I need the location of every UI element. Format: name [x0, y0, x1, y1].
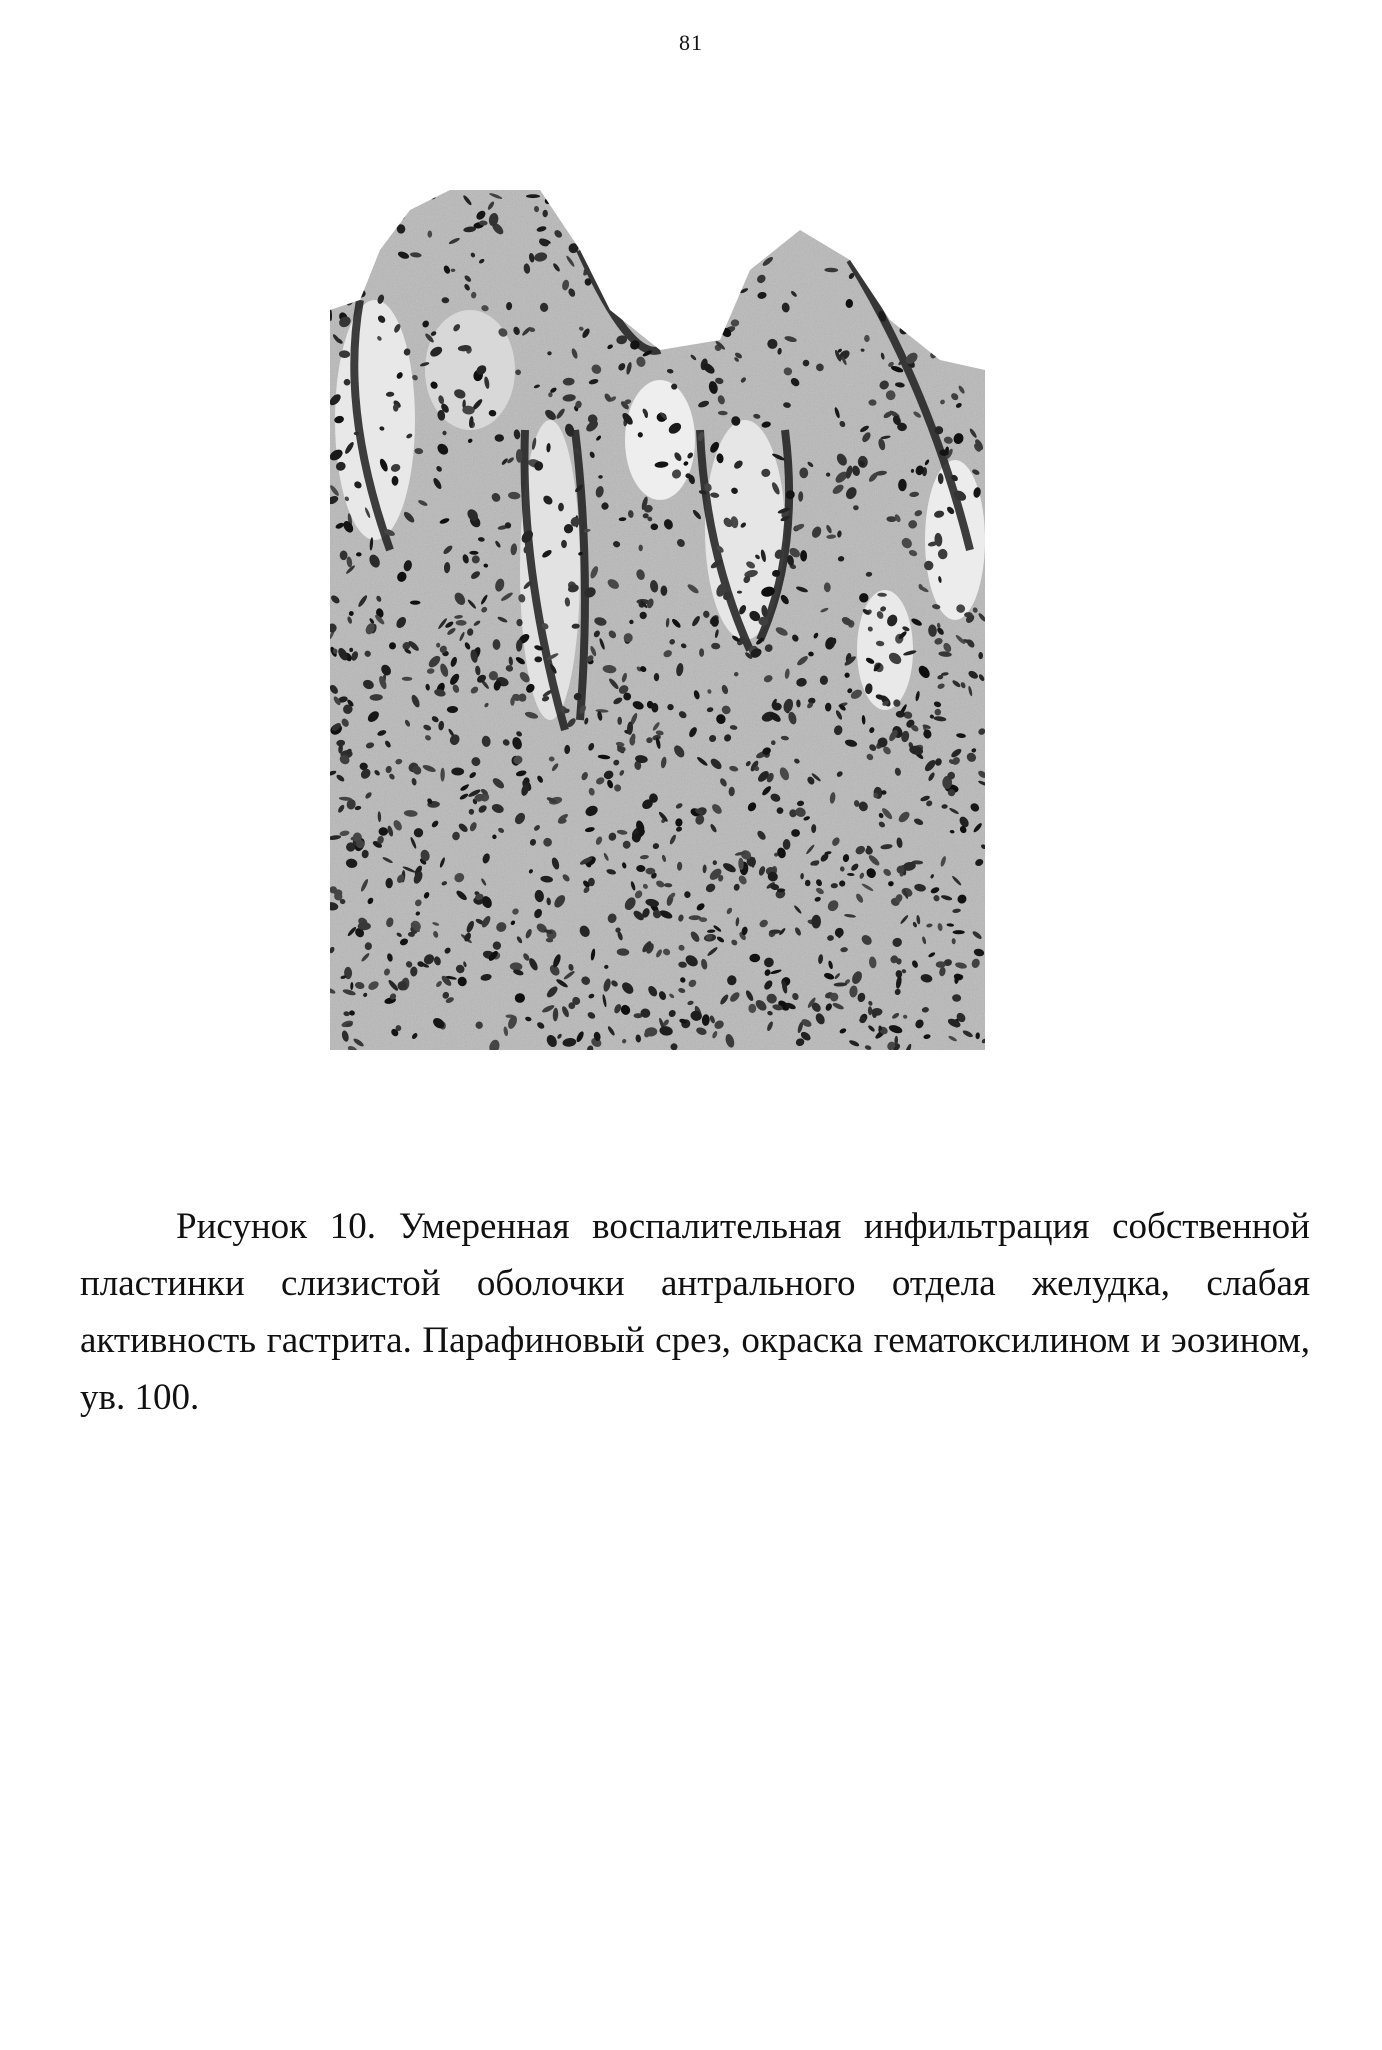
cell-nucleus — [713, 258, 726, 273]
cell-nucleus — [559, 190, 567, 195]
cell-nucleus — [755, 232, 764, 242]
cell-nucleus — [410, 601, 421, 605]
cell-nucleus — [585, 212, 592, 220]
cell-nucleus — [636, 311, 645, 318]
cell-nucleus — [665, 228, 676, 236]
cell-nucleus — [972, 197, 985, 210]
cell-nucleus — [340, 551, 348, 561]
cell-nucleus — [623, 266, 630, 273]
cell-nucleus — [959, 317, 965, 322]
cell-nucleus — [664, 328, 671, 337]
cell-nucleus — [360, 217, 374, 222]
cell-nucleus — [654, 295, 668, 304]
cell-nucleus — [617, 717, 622, 725]
cell-nucleus — [697, 234, 709, 246]
cell-nucleus — [604, 229, 610, 241]
cell-nucleus — [534, 656, 542, 662]
cell-nucleus — [730, 267, 738, 280]
cell-nucleus — [526, 194, 540, 198]
cell-nucleus — [943, 222, 957, 236]
cell-nucleus — [888, 242, 901, 258]
cell-nucleus — [756, 207, 763, 218]
cell-nucleus — [614, 303, 624, 314]
cell-nucleus — [614, 193, 624, 203]
cell-nucleus — [845, 222, 850, 231]
cell-nucleus — [342, 289, 355, 301]
cell-nucleus — [362, 226, 373, 237]
cell-nucleus — [646, 868, 656, 875]
cell-nucleus — [713, 324, 720, 329]
cell-nucleus — [889, 309, 897, 317]
cell-nucleus — [979, 346, 985, 355]
cell-nucleus — [878, 274, 889, 287]
cell-nucleus — [901, 207, 909, 216]
cell-nucleus — [617, 279, 625, 287]
cell-nucleus — [699, 648, 704, 657]
cell-nucleus — [707, 320, 715, 329]
cell-nucleus — [650, 258, 663, 271]
cell-nucleus — [335, 190, 339, 196]
cell-nucleus — [888, 200, 899, 211]
cell-nucleus — [978, 652, 983, 659]
histology-micrograph-icon — [330, 190, 985, 1050]
cell-nucleus — [931, 224, 936, 237]
cell-nucleus — [335, 290, 346, 298]
cell-nucleus — [857, 190, 868, 197]
cell-nucleus — [775, 219, 786, 229]
cell-nucleus — [870, 193, 883, 208]
cell-nucleus — [914, 280, 920, 290]
cell-nucleus — [864, 335, 870, 342]
cell-nucleus — [630, 227, 638, 234]
cell-nucleus — [936, 961, 946, 968]
cell-nucleus — [367, 211, 378, 220]
cell-nucleus — [951, 303, 964, 312]
cell-nucleus — [889, 298, 897, 306]
cell-nucleus — [708, 257, 718, 272]
cell-nucleus — [355, 267, 361, 279]
cell-nucleus — [873, 255, 881, 262]
cell-nucleus — [595, 196, 604, 206]
cell-nucleus — [971, 282, 983, 286]
cell-nucleus — [875, 288, 885, 299]
cell-nucleus — [979, 248, 985, 260]
cell-nucleus — [916, 285, 926, 292]
cell-nucleus — [927, 245, 934, 255]
cell-nucleus — [661, 586, 668, 596]
cell-nucleus — [697, 274, 703, 284]
figure-caption: Рисунок 10. Умеренная воспалительная инфильтрация собственной пластинки слизистой оболочки антрального отдела желудка, слабая активность гастрита. Парафиновый срез, окраска гематоксилином и эозином, ув. 100. — [80, 1206, 1310, 1418]
cell-nucleus — [586, 190, 590, 198]
cell-nucleus — [772, 226, 782, 236]
cell-nucleus — [684, 335, 692, 344]
cell-nucleus — [702, 247, 716, 263]
cell-nucleus — [965, 309, 979, 323]
cell-nucleus — [689, 275, 697, 283]
cell-nucleus — [347, 190, 356, 196]
cell-nucleus — [923, 221, 932, 232]
cell-nucleus — [711, 616, 719, 627]
cell-nucleus — [956, 325, 965, 332]
cell-nucleus — [602, 194, 612, 204]
cell-nucleus — [643, 191, 657, 196]
cell-nucleus — [338, 263, 346, 277]
cell-nucleus — [898, 259, 908, 268]
cell-nucleus — [652, 234, 662, 243]
cell-nucleus — [753, 241, 766, 249]
cell-nucleus — [943, 279, 955, 288]
cell-nucleus — [352, 207, 363, 221]
cell-nucleus — [340, 251, 346, 258]
cell-nucleus — [428, 231, 433, 238]
cell-nucleus — [680, 215, 691, 225]
cell-nucleus — [936, 259, 948, 271]
cell-nucleus — [807, 209, 815, 216]
page-number: 81 — [679, 30, 703, 55]
cell-nucleus — [896, 711, 905, 718]
cell-nucleus — [662, 288, 672, 299]
cell-nucleus — [953, 930, 965, 934]
cell-nucleus — [948, 289, 955, 296]
cell-nucleus — [609, 206, 614, 214]
cell-nucleus — [393, 404, 399, 412]
cell-nucleus — [955, 310, 962, 320]
cell-nucleus — [654, 289, 663, 298]
cell-nucleus — [828, 209, 841, 214]
cell-nucleus — [783, 839, 791, 850]
cell-nucleus — [780, 218, 793, 229]
cell-nucleus — [960, 256, 969, 269]
cell-nucleus — [906, 248, 913, 253]
cell-nucleus — [898, 270, 908, 276]
cell-nucleus — [687, 220, 696, 229]
histology-micrograph — [330, 190, 985, 1050]
cell-nucleus — [693, 282, 698, 290]
cell-nucleus — [646, 212, 658, 224]
cell-nucleus — [344, 245, 353, 257]
cell-nucleus — [912, 220, 923, 231]
cell-nucleus — [807, 190, 812, 193]
cell-nucleus — [720, 190, 731, 196]
cell-nucleus — [932, 200, 944, 212]
cell-nucleus — [668, 195, 678, 204]
cell-nucleus — [663, 259, 675, 271]
cell-nucleus — [825, 238, 834, 246]
cell-nucleus — [664, 219, 670, 232]
cell-nucleus — [584, 195, 593, 205]
cell-nucleus — [405, 197, 416, 208]
cell-nucleus — [358, 922, 371, 930]
cell-nucleus — [770, 207, 778, 214]
cell-nucleus — [631, 266, 640, 275]
